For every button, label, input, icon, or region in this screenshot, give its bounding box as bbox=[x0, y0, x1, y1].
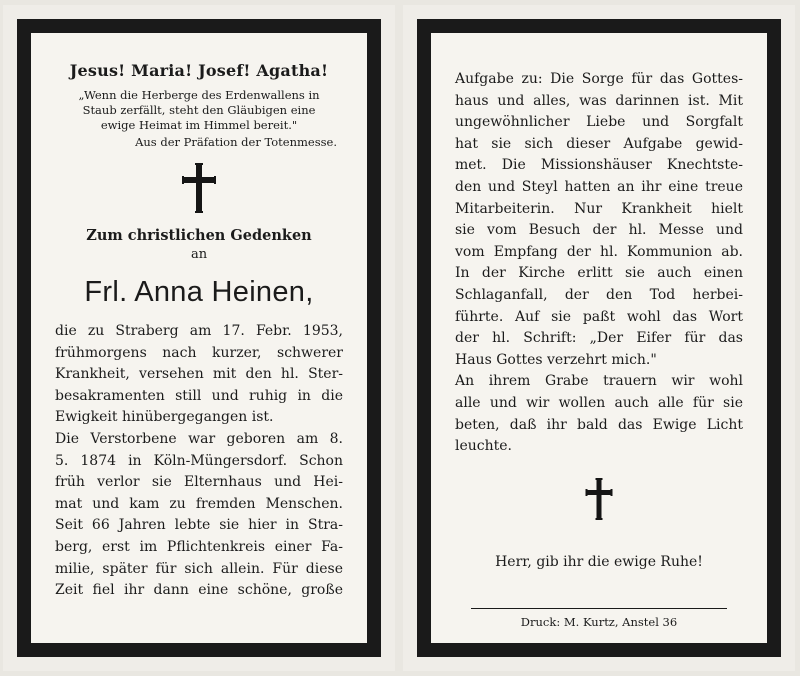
latin-cross-icon bbox=[181, 163, 217, 213]
bio-line: besakramenten still und ruhig in die bbox=[55, 387, 343, 404]
text-line: führte. Auf sie paßt wohl das Wort bbox=[455, 308, 743, 325]
quote-source: Aus der Präfation der Totenmesse. bbox=[135, 135, 337, 149]
mourning-border-left bbox=[17, 19, 381, 657]
quote-line: Staub zerfällt, steht den Gläubigen eine bbox=[82, 103, 316, 117]
text-line: In der Kirche erlitt sie auch einen bbox=[455, 265, 743, 282]
bio-line: Die Verstorbene war geboren am 8. bbox=[55, 430, 343, 447]
text-line: ungewöhnlicher Liebe und Sorgfalt bbox=[455, 114, 743, 131]
bio-line: berg, erst im Pflichtenkreis einer Fa- bbox=[55, 538, 343, 555]
left-card-content bbox=[55, 55, 343, 635]
preface-quote bbox=[61, 88, 337, 133]
bio-line: frühmorgens nach kurzer, schwerer bbox=[55, 344, 343, 361]
text-line: vom Empfang der hl. Kommunion ab. bbox=[455, 243, 743, 260]
text-line: Schlaganfall, der den Tod herbei- bbox=[455, 286, 743, 303]
holy-names-heading: Jesus! Maria! Josef! Agatha! bbox=[69, 61, 329, 80]
text-line: leuchte. bbox=[455, 438, 512, 455]
bio-line: Seit 66 Jahren lebte sie hier in Stra- bbox=[55, 517, 343, 534]
text-line: haus und alles, was darinnen ist. Mit bbox=[455, 92, 743, 109]
bio-line: Krankheit, versehen mit den hl. Ster- bbox=[55, 366, 343, 383]
latin-cross-icon bbox=[585, 478, 613, 520]
text-line: Mitarbeiterin. Nur Krankheit hielt bbox=[455, 200, 743, 217]
text-line: der hl. Schrift: „Der Eifer für das bbox=[455, 330, 743, 347]
bio-line: früh verlor sie Elternhaus und Hei- bbox=[55, 474, 343, 491]
text-line: sie vom Besuch der hl. Messe und bbox=[455, 222, 743, 239]
text-line: beten, daß ihr bald das Ewige Licht bbox=[455, 416, 743, 433]
bio-line: mat und kam zu fremden Menschen. bbox=[55, 495, 343, 512]
right-card bbox=[403, 5, 795, 671]
text-line: An ihrem Grabe trauern wir wohl bbox=[455, 373, 743, 390]
mourning-border-right bbox=[417, 19, 781, 657]
text-line: den und Steyl hatten an ihr eine treue bbox=[455, 178, 743, 195]
an-text: an bbox=[190, 247, 208, 262]
bio-line: Zeit fiel ihr dann eine schöne, große bbox=[55, 582, 343, 599]
memorial-heading: Zum christlichen Gedenken bbox=[86, 227, 312, 244]
right-card-content bbox=[455, 55, 743, 635]
continuation-text bbox=[455, 69, 743, 458]
text-line: hat sie sich dieser Aufgabe gewid- bbox=[455, 135, 743, 152]
left-card bbox=[3, 5, 395, 671]
text-line: met. Die Missionshäuser Knechtste- bbox=[455, 157, 743, 174]
biography-text bbox=[55, 321, 343, 602]
closing-prayer: Herr, gib ihr die ewige Ruhe! bbox=[495, 553, 703, 570]
bio-line: die zu Straberg am 17. Febr. 1953, bbox=[55, 323, 343, 339]
bio-line: 5. 1874 in Köln-Müngersdorf. Schon bbox=[55, 452, 343, 469]
quote-line: ewige Heimat im Himmel bereit." bbox=[100, 118, 298, 132]
text-line: Aufgabe zu: Die Sorge für das Gottes- bbox=[455, 71, 743, 87]
printer-credit: Druck: M. Kurtz, Anstel 36 bbox=[471, 608, 727, 629]
text-line: alle und wir wollen auch alle für sie bbox=[455, 394, 743, 411]
text-line: Haus Gottes verzehrt mich." bbox=[455, 351, 657, 368]
bio-line: milie, später für sich allein. Für diese bbox=[55, 560, 343, 577]
bio-line: Ewigkeit hinübergegangen ist. bbox=[55, 409, 274, 426]
deceased-name: Frl. Anna Heinen, bbox=[84, 276, 314, 308]
quote-line: „Wenn die Herberge des Erdenwallens in bbox=[78, 88, 320, 102]
